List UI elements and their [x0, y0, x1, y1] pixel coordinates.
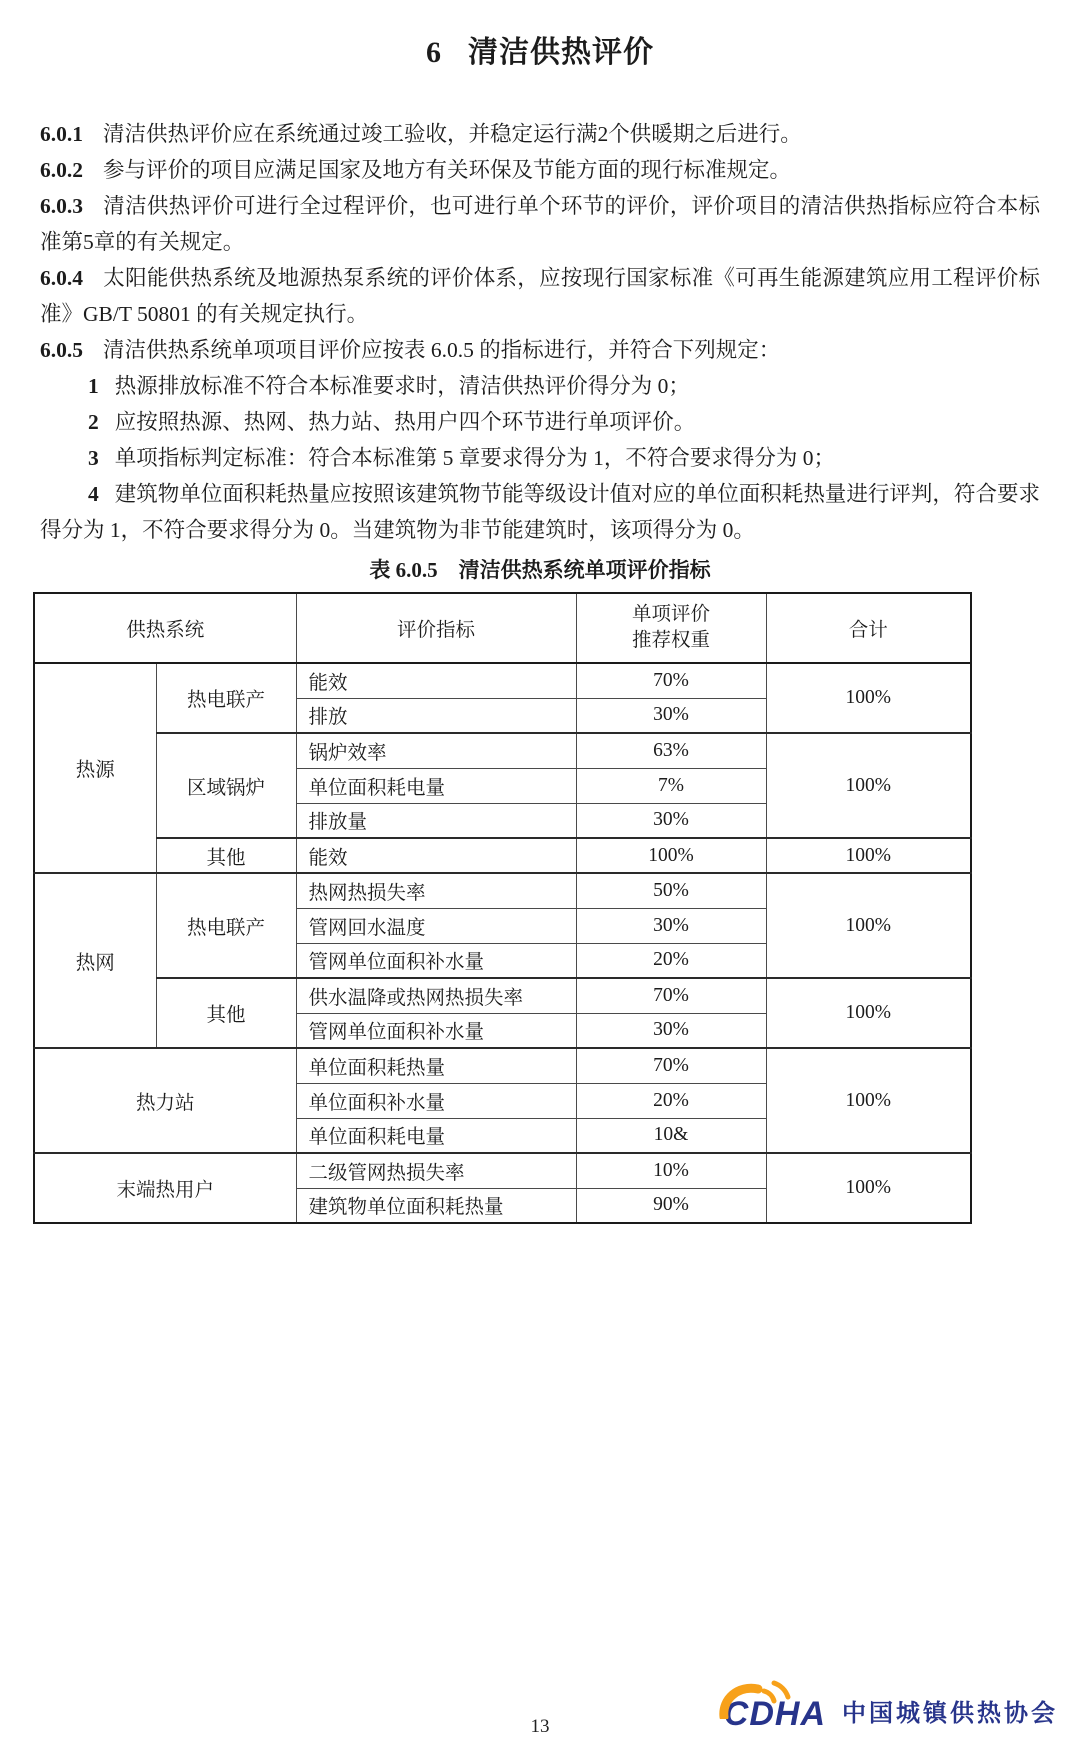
subgroup-name: 其他 [156, 838, 296, 873]
page-number: 13 [530, 1716, 550, 1737]
subgroup-name: 区域锅炉 [156, 733, 296, 838]
table-caption: 表 6.0.5 清洁供热系统单项评价指标 [369, 558, 711, 582]
weight-cell: 20% [576, 1083, 766, 1118]
subgroup-name: 热电联产 [156, 663, 296, 733]
indicator-cell: 能效 [296, 838, 576, 873]
item-text: 单项指标判定标准：符合本标准第 5 章要求得分为 1，不符合要求得分为 0； [114, 446, 836, 470]
list-item-2 [40, 404, 1040, 440]
indicator-cell: 单位面积耗热量 [296, 1048, 576, 1083]
item-number: 4 [88, 482, 99, 506]
total-cell: 100% [766, 1048, 971, 1153]
clause-label: 6.0.5 [40, 338, 83, 362]
item-number: 3 [88, 446, 99, 470]
table-header-row [34, 593, 971, 663]
indicator-cell: 热网热损失率 [296, 873, 576, 908]
indicator-cell: 供水温降或热网热损失率 [296, 978, 576, 1013]
header-weight [576, 593, 766, 663]
list-item-3 [40, 440, 1040, 476]
total-cell: 100% [766, 838, 971, 873]
weight-cell: 30% [576, 1013, 766, 1048]
indicator-cell: 排放 [296, 698, 576, 733]
weight-cell: 7% [576, 768, 766, 803]
clause-text: 清洁供热评价应在系统通过竣工验收，并稳定运行满2个供暖期之后进行。 [103, 122, 802, 146]
group-name: 末端热用户 [34, 1153, 296, 1223]
clause-text: 清洁供热系统单项项目评价应按表 6.0.5 的指标进行，并符合下列规定： [103, 338, 781, 362]
clause-text: 清洁供热评价可进行全过程评价，也可进行单个环节的评价，评价项目的清洁供热指标应符合本标准第5章的有关规定。 [40, 194, 1040, 254]
subgroup-name: 热电联产 [156, 873, 296, 978]
clause-label: 6.0.2 [40, 158, 83, 182]
clause-text: 太阳能供热系统及地源热泵系统的评价体系，应按现行国家标准《可再生能源建筑应用工程评价标准》GB/T 50801 的有关规定执行。 [40, 266, 1040, 326]
clause-text: 参与评价的项目应满足国家及地方有关环保及节能方面的现行标准规定。 [103, 158, 792, 182]
group-name: 热源 [34, 663, 156, 873]
subgroup-name: 其他 [156, 978, 296, 1048]
table-row [34, 663, 971, 698]
weight-cell: 90% [576, 1188, 766, 1223]
header-indicator: 评价指标 [296, 593, 576, 663]
list-item-4 [40, 476, 1040, 548]
total-cell: 100% [766, 978, 971, 1048]
clause-6-0-3 [40, 188, 1040, 260]
weight-cell: 100% [576, 838, 766, 873]
item-number: 1 [88, 374, 99, 398]
indicator-cell: 能效 [296, 663, 576, 698]
total-cell: 100% [766, 733, 971, 838]
evaluation-table [33, 592, 972, 1224]
weight-cell: 30% [576, 803, 766, 838]
weight-cell: 63% [576, 733, 766, 768]
header-weight-line2: 推荐权重 [632, 630, 711, 651]
chapter-number: 6 [426, 36, 442, 69]
clause-label: 6.0.1 [40, 122, 83, 146]
clause-label: 6.0.4 [40, 266, 83, 290]
logo-acronym [724, 1695, 826, 1734]
clause-label: 6.0.3 [40, 194, 83, 218]
table-row [34, 873, 971, 908]
group-name: 热网 [34, 873, 156, 1048]
weight-cell: 20% [576, 943, 766, 978]
weight-cell: 70% [576, 1048, 766, 1083]
item-text: 应按照热源、热网、热力站、热用户四个环节进行单项评价。 [114, 410, 696, 434]
header-system: 供热系统 [34, 593, 296, 663]
cdha-logo [723, 1691, 1058, 1733]
indicator-cell: 排放量 [296, 803, 576, 838]
indicator-cell: 单位面积耗电量 [296, 1118, 576, 1153]
clause-6-0-2 [40, 152, 1040, 188]
weight-cell: 70% [576, 978, 766, 1013]
chapter-title-text: 清洁供热评价 [468, 36, 654, 69]
item-text: 建筑物单位面积耗热量应按照该建筑物节能等级设计值对应的单位面积耗热量进行评判，符合要求得分为 1，不符合要求得分为 0。当建筑物为非节能建筑时，该项得分为 0。 [40, 482, 1040, 542]
logo-acronym-text: CDHA [723, 1695, 826, 1733]
table-row [34, 733, 971, 768]
table-row [34, 838, 971, 873]
indicator-cell: 单位面积补水量 [296, 1083, 576, 1118]
weight-cell: 10% [576, 1153, 766, 1188]
header-weight-line1: 单项评价 [632, 604, 711, 625]
weight-cell: 30% [576, 908, 766, 943]
total-cell: 100% [766, 1153, 971, 1223]
table-row [34, 978, 971, 1013]
total-cell: 100% [766, 873, 971, 978]
indicator-cell: 管网单位面积补水量 [296, 943, 576, 978]
clause-6-0-1 [40, 116, 1040, 152]
clause-6-0-5 [40, 332, 1040, 368]
item-number: 2 [88, 410, 99, 434]
table-row [34, 1048, 971, 1083]
indicator-cell: 管网回水温度 [296, 908, 576, 943]
weight-cell: 10& [576, 1118, 766, 1153]
group-name: 热力站 [34, 1048, 296, 1153]
logo-arcs-icon [718, 1679, 804, 1719]
list-item-1 [40, 368, 1040, 404]
weight-cell: 30% [576, 698, 766, 733]
indicator-cell: 单位面积耗电量 [296, 768, 576, 803]
table-row [34, 1153, 971, 1188]
logo-association-name: 中国城镇供热协会 [842, 1700, 1058, 1727]
weight-cell: 70% [576, 663, 766, 698]
indicator-cell: 二级管网热损失率 [296, 1153, 576, 1188]
item-text: 热源排放标准不符合本标准要求时，清洁供热评价得分为 0； [114, 374, 690, 398]
page-title [40, 32, 1040, 74]
header-total: 合计 [766, 593, 971, 663]
indicator-cell: 建筑物单位面积耗热量 [296, 1188, 576, 1223]
total-cell: 100% [766, 663, 971, 733]
indicator-cell: 锅炉效率 [296, 733, 576, 768]
clause-6-0-4 [40, 260, 1040, 332]
indicator-cell: 管网单位面积补水量 [296, 1013, 576, 1048]
weight-cell: 50% [576, 873, 766, 908]
